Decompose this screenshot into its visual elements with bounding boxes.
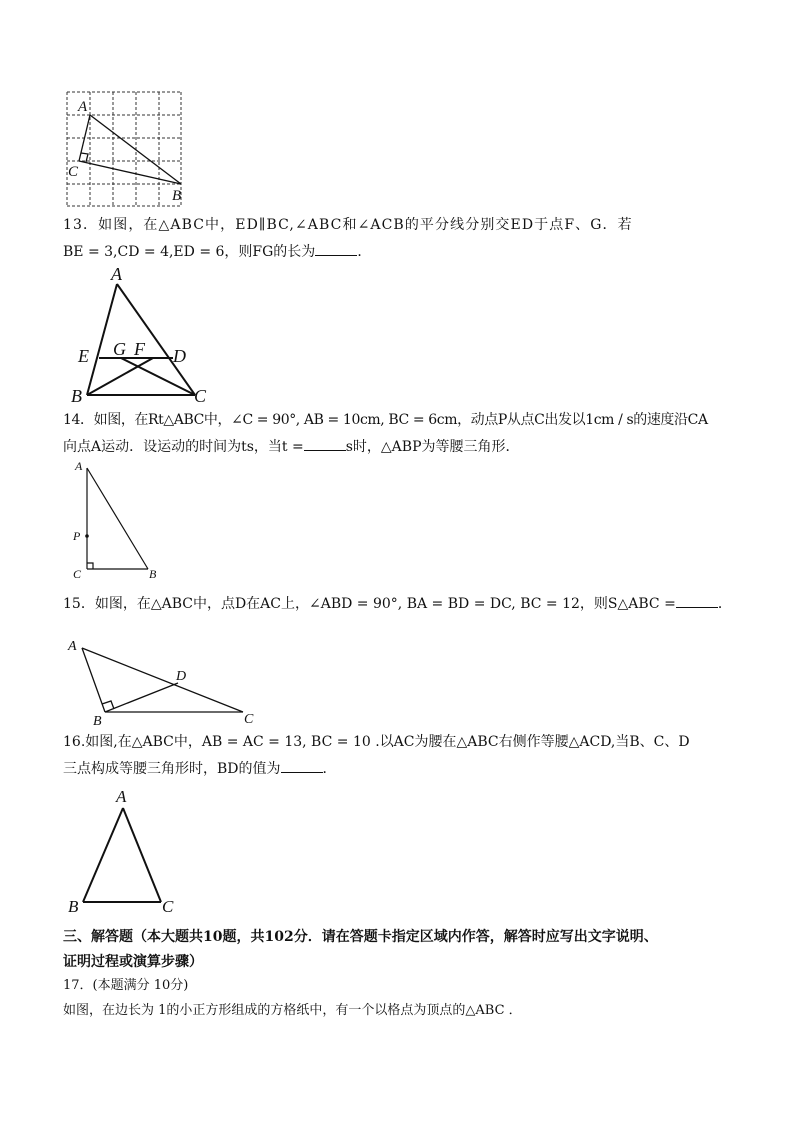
q15-label-d: D — [176, 669, 187, 684]
q13-line2-end: ． — [357, 244, 372, 260]
q15-line1 — [63, 593, 732, 614]
q12-grid-figure — [60, 88, 190, 210]
q15-label-b: B — [93, 714, 102, 729]
q13-line2-text: BE = 3,CD = 4,ED = 6，则FG的长为 — [63, 244, 316, 260]
q14-figure — [70, 458, 170, 582]
q16-line1: 16.如图,在△ABC中，AB = AC = 13, BC = 10 .以AC为腰在△ABC右侧作等腰△ACD,当B、C、D — [63, 734, 690, 750]
q14-line2 — [63, 436, 520, 457]
q14-line1: 14．如图，在Rt△ABC中，∠C = 90°, AB = 10cm, BC = 6cm，动点P从点C出发以1cm / s的速度沿CA — [63, 412, 708, 428]
q15-line1-end: ． — [717, 596, 732, 612]
q15-answer-blank[interactable] — [676, 593, 718, 608]
q13-label-e: E — [78, 346, 89, 366]
q15-label-a: A — [68, 639, 77, 654]
section3-heading-line1: 三、解答题（本大题共10题，共102分．请在答题卡指定区域内作答，解答时应写出文字说明、 — [63, 929, 658, 945]
section3-heading-line2: 证明过程或演算步骤） — [63, 954, 203, 970]
q14-label-b: B — [149, 567, 157, 581]
q16-line2 — [63, 758, 337, 779]
q16-label-a: A — [116, 787, 127, 806]
q13-label-a: A — [111, 264, 122, 284]
q15-line1-text: 15．如图，在△ABC中，点D在AC上，∠ABD = 90°, BA = BD = DC, BC = 12，则S△ABC = — [63, 596, 676, 612]
q16-answer-blank[interactable] — [281, 758, 323, 773]
q14-label-p: P — [73, 529, 81, 543]
q16-line2-text: 三点构成等腰三角形时，BD的值为 — [63, 761, 281, 777]
q13-answer-blank[interactable] — [315, 241, 357, 256]
q13-label-c: C — [194, 386, 207, 406]
q16-label-c: C — [162, 897, 174, 916]
q14-label-c: C — [73, 567, 82, 581]
q16-line2-end: ． — [322, 761, 337, 777]
q14-label-a: A — [75, 459, 83, 473]
q12-label-a: A — [78, 99, 88, 115]
q17-line1: 如图，在边长为 1的小正方形组成的方格纸中，有一个以格点为顶点的△ABC ． — [63, 1003, 522, 1018]
q14-line2-text: 向点A运动．设运动的时间为ts，当t = — [63, 439, 304, 455]
q13-line2 — [63, 241, 371, 262]
q16-label-b: B — [68, 897, 79, 916]
q12-label-b: B — [172, 188, 182, 204]
q12-label-c: C — [68, 164, 79, 180]
q14-line2-end: s时，△ABP为等腰三角形． — [345, 439, 520, 455]
q16-figure — [63, 782, 193, 916]
q15-figure — [63, 630, 263, 729]
q13-label-f: F — [134, 339, 145, 359]
q15-label-c: C — [244, 712, 254, 727]
q13-label-d: D — [173, 346, 186, 366]
q13-label-b: B — [71, 386, 82, 406]
q14-answer-blank[interactable] — [304, 436, 346, 451]
q13-label-g: G — [113, 339, 126, 359]
q13-line1: 13．如图，在△ABC中，ED∥BC,∠ABC和∠ACB的平分线分别交ED于点F、G．若 — [63, 217, 633, 233]
q13-figure — [70, 262, 220, 406]
q17-header: 17．(本题满分 10分) — [63, 978, 189, 993]
